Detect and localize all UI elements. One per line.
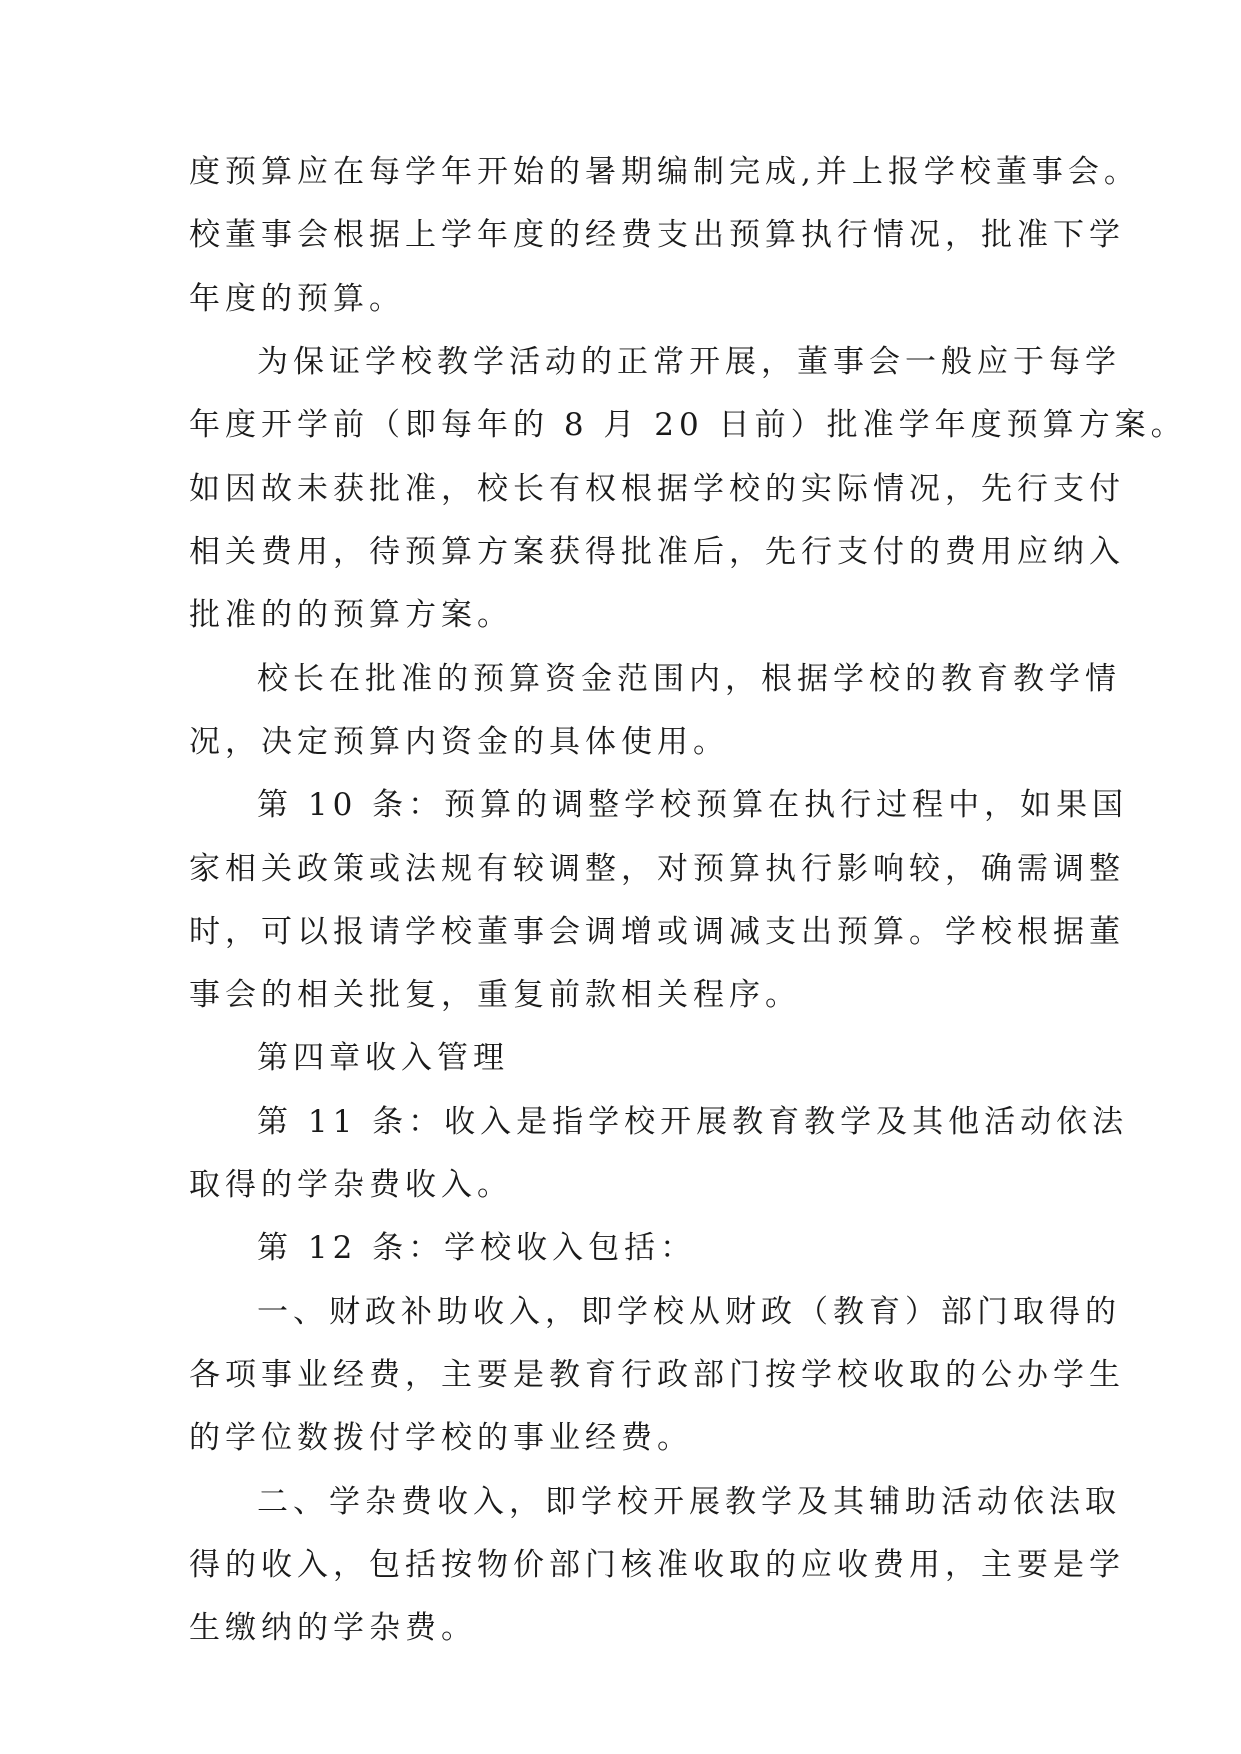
text-line: 校董事会根据上学年度的经费支出预算执行情况，批准下学: [189, 217, 1125, 253]
text-line: 二、学杂费收入，即学校开展教学及其辅助活动依法取: [257, 1484, 1121, 1520]
text-line: 度预算应在每学年开始的暑期编制完成,并上报学校董事会。: [189, 154, 1140, 190]
text-line: 各项事业经费，主要是教育行政部门按学校收取的公办学生: [189, 1357, 1125, 1393]
text-line: 得的收入，包括按物价部门核准收取的应收费用，主要是学: [189, 1547, 1125, 1583]
text-line: 批准的的预算方案。: [189, 597, 513, 633]
text-line: 生缴纳的学杂费。: [189, 1610, 477, 1646]
text-line: 事会的相关批复，重复前款相关程序。: [189, 977, 801, 1013]
text-line: 年度开学前（即每年的 8 月 20 日前）批准学年度预算方案。: [189, 407, 1187, 443]
article-12-heading: 第 12 条：学校收入包括：: [257, 1230, 697, 1266]
text-line: 取得的学杂费收入。: [189, 1167, 513, 1203]
article-10-heading: 第 10 条：预算的调整学校预算在执行过程中，如果国: [257, 787, 1129, 823]
text-line: 校长在批准的预算资金范围内，根据学校的教育教学情: [257, 661, 1121, 697]
text-line: 年度的预算。: [189, 281, 405, 317]
text-line: 时，可以报请学校董事会调增或调减支出预算。学校根据董: [189, 914, 1125, 950]
text-line: 相关费用，待预算方案获得批准后，先行支付的费用应纳入: [189, 534, 1125, 570]
article-11-heading: 第 11 条：收入是指学校开展教育教学及其他活动依法: [257, 1104, 1129, 1140]
text-line: 如因故未获批准，校长有权根据学校的实际情况，先行支付: [189, 471, 1125, 507]
text-line: 况，决定预算内资金的具体使用。: [189, 724, 729, 760]
text-line: 家相关政策或法规有较调整，对预算执行影响较，确需调整: [189, 851, 1125, 887]
chapter-heading: 第四章收入管理: [257, 1040, 509, 1076]
text-line: 的学位数拨付学校的事业经费。: [189, 1420, 693, 1456]
text-line: 为保证学校教学活动的正常开展，董事会一般应于每学: [257, 344, 1121, 380]
text-line: 一、财政补助收入，即学校从财政（教育）部门取得的: [257, 1294, 1121, 1330]
